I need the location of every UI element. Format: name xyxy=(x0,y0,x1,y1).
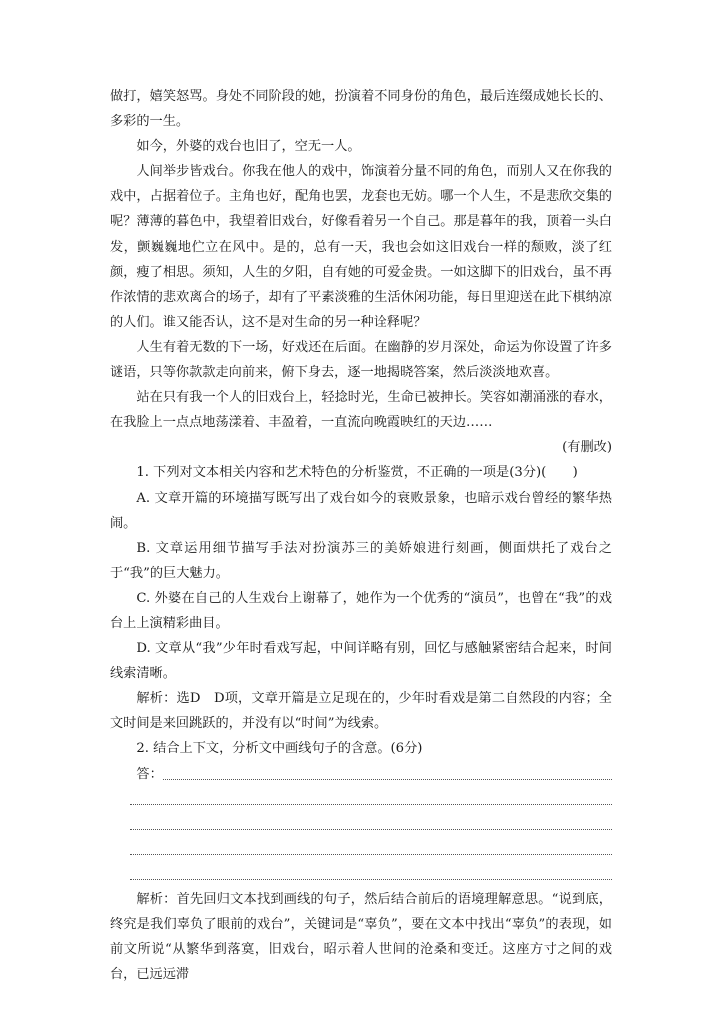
source-note: (有删改) xyxy=(562,440,612,456)
passage-paragraph-3: 人间举步皆戏台。你我在他人的戏中，饰演着分量不同的角色，而别人又在你我的戏中，占据着位子。主角也好，配角也罢，龙套也无妨。哪一个人生，不是悲欣交集的呢？薄薄的暮色中，我望着旧戏台，好像看着另一个自己。那是暮年的我，顶着一头白发，颤巍巍地伫立在风中。是的，总有一天，我也会如这旧戏台一样的颓败，淡了红颜，瘦了相思。须知，人生的夕阳，自有她的可爱金贵。一如这脚下的旧戏台，虽不再作浓情的悲欢离合的场子，却有了平素淡雅的生活休闲功能，每日里迎送在此下棋纳凉的人们。谁又能否认，这不是对生命的另一种诠释呢？ xyxy=(110,164,612,330)
answer-line-4 xyxy=(110,837,612,862)
option-c: C. 外婆在自己的人生戏台上谢幕了，她作为一个优秀的“演员”，也曾在“我”的戏台上上演精彩曲目。 xyxy=(110,590,612,631)
document-body xyxy=(110,84,612,987)
question-2-stem: 2. 结合上下文，分析文中画线句子的含意。(6分) xyxy=(136,741,423,757)
answer-line-1 xyxy=(110,762,612,787)
question-1-stem: 1. 下列对文本相关内容和艺术特色的分析鉴赏，不正确的一项是(3分)( ) xyxy=(136,465,578,481)
answer-line-3 xyxy=(110,812,612,837)
answer-dotted-line xyxy=(163,778,612,780)
answer-line-2 xyxy=(110,787,612,812)
option-a: A. 文章开篇的环境描写既写出了戏台如今的衰败景象，也暗示戏台曾经的繁华热闹。 xyxy=(110,490,612,531)
answer-line-5 xyxy=(110,862,612,887)
passage-paragraph-4: 人生有着无数的下一场，好戏还在后面。在幽静的岁月深处，命运为你设置了许多谜语，只等你款款走向前来，俯下身去，逐一地揭晓答案，然后淡淡地欢喜。 xyxy=(110,339,612,381)
question-2-analysis: 解析：首先回归文本找到画线的句子，然后结合前后的语境理解意思。“说到底，终究是我们辜负了眼前的戏台”，关键词是“辜负”，要在文本中找出“辜负”的表现，如前文所说“从繁华到落寞，旧戏台，昭示着人世间的沧桑和变迁。这座方寸之间的戏台，已远远滞 xyxy=(110,892,612,983)
option-d: D. 文章从“我”少年时看戏写起，中间详略有别，回忆与感触紧密结合起来，时间线索清晰。 xyxy=(110,641,612,682)
answer-label: 答： xyxy=(136,766,163,782)
question-1-analysis: 解析：选D D项，文章开篇是立足现在的，少年时看戏是第二自然段的内容；全文时间是来回跳跃的，并没有以“时间”为线索。 xyxy=(110,691,612,732)
passage-paragraph-1: 做打，嬉笑怒骂。身处不同阶段的她，扮演着不同身份的角色，最后连缀成她长长的、多彩的一生。 xyxy=(110,89,612,130)
passage-paragraph-2: 如今，外婆的戏台也旧了，空无一人。 xyxy=(136,139,361,155)
passage-paragraph-5: 站在只有我一个人的旧戏台上，轻捻时光，生命已被抻长。笑容如潮涌涨的春水，在我脸上一点点地荡漾着、丰盈着，一直流向晚霞映红的天边…… xyxy=(110,390,612,431)
option-b: B. 文章运用细节描写手法对扮演苏三的美娇娘进行刻画，侧面烘托了戏台之于“我”的巨大魅力。 xyxy=(110,540,612,581)
